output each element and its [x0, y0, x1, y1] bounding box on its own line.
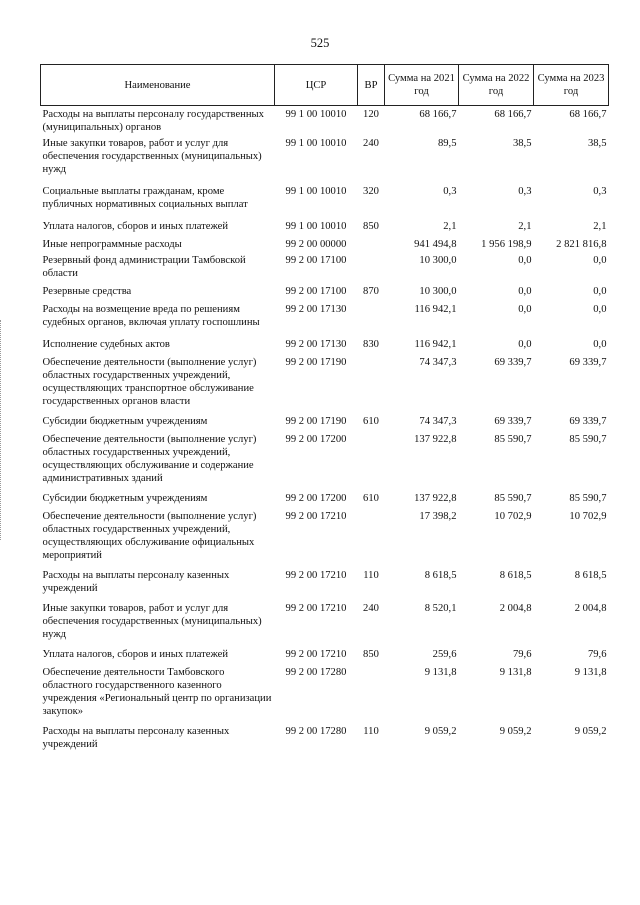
- table-row: [41, 647, 609, 665]
- row-sum-2022-cell: 1 956 198,9: [481, 239, 532, 250]
- row-sum-2022-cell: 8 618,5: [499, 570, 532, 581]
- row-vr-cell: 240: [363, 138, 379, 149]
- row-csr-cell: 99 2 00 17130: [285, 339, 347, 350]
- row-sum-2023-cell: 79,6: [587, 649, 607, 660]
- row-sum-2022-cell: 0,0: [518, 304, 532, 315]
- row-name-cell: Иные закупки товаров, работ и услуг для обеспечения государственных (муниципальных) нужд: [42, 603, 262, 640]
- row-sum-2022-cell: 0,3: [518, 186, 532, 197]
- row-sum-2023-cell: 0,0: [593, 339, 607, 350]
- row-sum-2021-cell: 2,1: [443, 221, 457, 232]
- header-sum-2022: Сумма на 2022 год: [459, 65, 534, 106]
- row-name-cell: Обеспечение деятельности (выполнение услуг) областных государственных учреждений, осуществляющих обслуживание официальных мероприятий: [42, 511, 257, 561]
- row-name-cell: Иные непрограммные расходы: [42, 239, 182, 250]
- row-sum-2023-cell: 68 166,7: [569, 109, 607, 120]
- row-csr-cell: 99 2 00 17210: [285, 603, 347, 614]
- row-vr-cell: [358, 237, 385, 253]
- row-csr-cell: 99 1 00 10010: [285, 138, 347, 149]
- row-csr-cell: 99 2 00 17200: [285, 493, 347, 504]
- row-csr-cell: 99 2 00 17190: [285, 357, 347, 368]
- row-sum-2023-cell: 85 590,7: [569, 434, 607, 445]
- row-vr-cell: 850: [363, 649, 379, 660]
- row-sum-2022-cell: 0,0: [518, 286, 532, 297]
- row-sum-2021-cell: 137 922,8: [414, 434, 457, 445]
- row-vr-cell: 830: [363, 339, 379, 350]
- row-sum-2021-cell: 941 494,8: [414, 239, 457, 250]
- row-sum-2023-cell: 9 059,2: [574, 726, 607, 737]
- row-csr-cell: 99 1 00 10010: [285, 186, 347, 197]
- header-csr: ЦСР: [275, 65, 358, 106]
- row-sum-2021-cell: 0,3: [443, 186, 457, 197]
- row-sum-2021-cell: 137 922,8: [414, 493, 457, 504]
- row-sum-2021-cell: 259,6: [432, 649, 457, 660]
- row-sum-2021-cell: 10 300,0: [419, 255, 457, 266]
- row-vr-cell: [358, 432, 385, 491]
- row-sum-2021-cell: 89,5: [437, 138, 457, 149]
- row-sum-2023-cell: 2 821 816,8: [556, 239, 607, 250]
- row-vr-cell: 240: [363, 603, 379, 614]
- row-sum-2021-cell: 74 347,3: [419, 416, 457, 427]
- row-sum-2023-cell: 69 339,7: [569, 357, 607, 368]
- row-vr-cell: 610: [363, 416, 379, 427]
- row-name-cell: Обеспечение деятельности (выполнение услуг) областных государственных учреждений, осуществляющих обслуживание и содержание административных зданий: [42, 434, 257, 484]
- row-csr-cell: 99 2 00 17280: [285, 726, 347, 737]
- row-sum-2022-cell: 2,1: [518, 221, 532, 232]
- row-name-cell: Социальные выплаты гражданам, кроме публичных нормативных социальных выплат: [42, 186, 248, 210]
- row-name-cell: Уплата налогов, сборов и иных платежей: [42, 221, 229, 232]
- row-sum-2022-cell: 79,6: [512, 649, 532, 660]
- row-csr-cell: 99 2 00 17280: [285, 667, 347, 678]
- row-vr-cell: 120: [363, 109, 379, 120]
- row-vr-cell: 610: [363, 493, 379, 504]
- table-row: [41, 665, 609, 724]
- row-vr-cell: [358, 302, 385, 337]
- row-name-cell: Иные закупки товаров, работ и услуг для обеспечения государственных (муниципальных) нужд: [42, 138, 262, 175]
- row-csr-cell: 99 2 00 17210: [285, 649, 347, 660]
- row-sum-2021-cell: 8 618,5: [424, 570, 457, 581]
- header-sum-2021: Сумма на 2021 год: [385, 65, 459, 106]
- row-sum-2022-cell: 0,0: [518, 339, 532, 350]
- row-sum-2023-cell: 8 618,5: [574, 570, 607, 581]
- row-sum-2022-cell: 0,0: [518, 255, 532, 266]
- row-sum-2023-cell: 69 339,7: [569, 416, 607, 427]
- row-vr-cell: [358, 253, 385, 284]
- row-csr-cell: 99 1 00 10010: [285, 221, 347, 232]
- row-name-cell: Исполнение судебных актов: [42, 339, 170, 350]
- row-sum-2023-cell: 0,0: [593, 255, 607, 266]
- table-row: [41, 355, 609, 414]
- row-sum-2021-cell: 9 059,2: [424, 726, 457, 737]
- table-row: [41, 568, 609, 601]
- row-csr-cell: 99 2 00 17100: [285, 286, 347, 297]
- row-csr-cell: 99 2 00 00000: [285, 239, 347, 250]
- row-sum-2021-cell: 68 166,7: [419, 109, 457, 120]
- table-row: [41, 509, 609, 568]
- row-name-cell: Субсидии бюджетным учреждениям: [42, 416, 208, 427]
- row-name-cell: Расходы на выплаты персоналу казенных учреждений: [42, 726, 230, 750]
- row-sum-2021-cell: 74 347,3: [419, 357, 457, 368]
- row-sum-2023-cell: 38,5: [587, 138, 607, 149]
- row-name-cell: Обеспечение деятельности (выполнение услуг) областных государственных учреждений, осуществляющих транспортное обслуживание государственных органов власти: [42, 357, 257, 407]
- row-sum-2022-cell: 68 166,7: [494, 109, 532, 120]
- row-sum-2021-cell: 116 942,1: [414, 339, 457, 350]
- row-csr-cell: 99 2 00 17200: [285, 434, 347, 445]
- row-sum-2023-cell: 0,0: [593, 304, 607, 315]
- row-vr-cell: [358, 355, 385, 414]
- row-sum-2023-cell: 2,1: [593, 221, 607, 232]
- row-vr-cell: 850: [363, 221, 379, 232]
- row-sum-2021-cell: 8 520,1: [424, 603, 457, 614]
- row-csr-cell: 99 2 00 17210: [285, 511, 347, 522]
- row-sum-2021-cell: 9 131,8: [424, 667, 457, 678]
- row-vr-cell: [358, 509, 385, 568]
- row-csr-cell: 99 2 00 17100: [285, 255, 347, 266]
- row-sum-2021-cell: 10 300,0: [419, 286, 457, 297]
- table-row: [41, 284, 609, 302]
- row-csr-cell: 99 1 00 10010: [285, 109, 347, 120]
- row-vr-cell: 320: [363, 186, 379, 197]
- row-sum-2023-cell: 10 702,9: [569, 511, 607, 522]
- table-row: [41, 253, 609, 284]
- row-sum-2022-cell: 9 131,8: [499, 667, 532, 678]
- row-csr-cell: 99 2 00 17190: [285, 416, 347, 427]
- table-row: [41, 414, 609, 432]
- header-vr: ВР: [358, 65, 385, 106]
- row-csr-cell: 99 2 00 17210: [285, 570, 347, 581]
- row-name-cell: Расходы на выплаты персоналу государственных (муниципальных) органов: [42, 109, 264, 133]
- row-vr-cell: 110: [363, 570, 379, 581]
- table-body: [41, 106, 609, 756]
- row-vr-cell: 110: [363, 726, 379, 737]
- row-sum-2022-cell: 69 339,7: [494, 357, 532, 368]
- table-row: [41, 237, 609, 253]
- row-sum-2023-cell: 0,0: [593, 286, 607, 297]
- row-sum-2021-cell: 17 398,2: [419, 511, 457, 522]
- row-vr-cell: 870: [363, 286, 379, 297]
- row-name-cell: Резервные средства: [42, 286, 132, 297]
- row-csr-cell: 99 2 00 17130: [285, 304, 347, 315]
- table-row: [41, 601, 609, 647]
- row-name-cell: Резервный фонд администрации Тамбовской области: [42, 255, 246, 279]
- row-sum-2022-cell: 85 590,7: [494, 493, 532, 504]
- header-sum-2023: Сумма на 2023 год: [534, 65, 609, 106]
- row-name-cell: Субсидии бюджетным учреждениям: [42, 493, 208, 504]
- table-row: [41, 136, 609, 184]
- budget-table: [40, 64, 609, 755]
- table-row: [41, 432, 609, 491]
- row-vr-cell: [358, 665, 385, 724]
- table-row: [41, 302, 609, 337]
- row-sum-2022-cell: 10 702,9: [494, 511, 532, 522]
- table-row: [41, 184, 609, 219]
- row-sum-2022-cell: 38,5: [512, 138, 532, 149]
- header-name: Наименование: [41, 65, 275, 106]
- table-row: [41, 491, 609, 509]
- row-sum-2023-cell: 0,3: [593, 186, 607, 197]
- row-name-cell: Расходы на возмещение вреда по решениям судебных органов, включая уплату госпошлины: [42, 304, 260, 328]
- page-number: 525: [310, 36, 330, 50]
- row-sum-2021-cell: 116 942,1: [414, 304, 457, 315]
- row-name-cell: Уплата налогов, сборов и иных платежей: [42, 649, 229, 660]
- row-sum-2023-cell: 2 004,8: [574, 603, 607, 614]
- row-sum-2022-cell: 9 059,2: [499, 726, 532, 737]
- row-sum-2022-cell: 85 590,7: [494, 434, 532, 445]
- table-header-row: [41, 65, 609, 106]
- row-sum-2022-cell: 69 339,7: [494, 416, 532, 427]
- row-name-cell: Обеспечение деятельности Тамбовского областного государственного казенного учреждения «Региональный центр по организации закупок»: [42, 667, 272, 717]
- row-sum-2023-cell: 85 590,7: [569, 493, 607, 504]
- scan-edge-marks: [0, 320, 4, 540]
- row-name-cell: Расходы на выплаты персоналу казенных учреждений: [42, 570, 230, 594]
- table-row: [41, 219, 609, 237]
- row-sum-2022-cell: 2 004,8: [499, 603, 532, 614]
- table-row: [41, 337, 609, 355]
- table-row: [41, 106, 609, 137]
- table-row: [41, 724, 609, 755]
- row-sum-2023-cell: 9 131,8: [574, 667, 607, 678]
